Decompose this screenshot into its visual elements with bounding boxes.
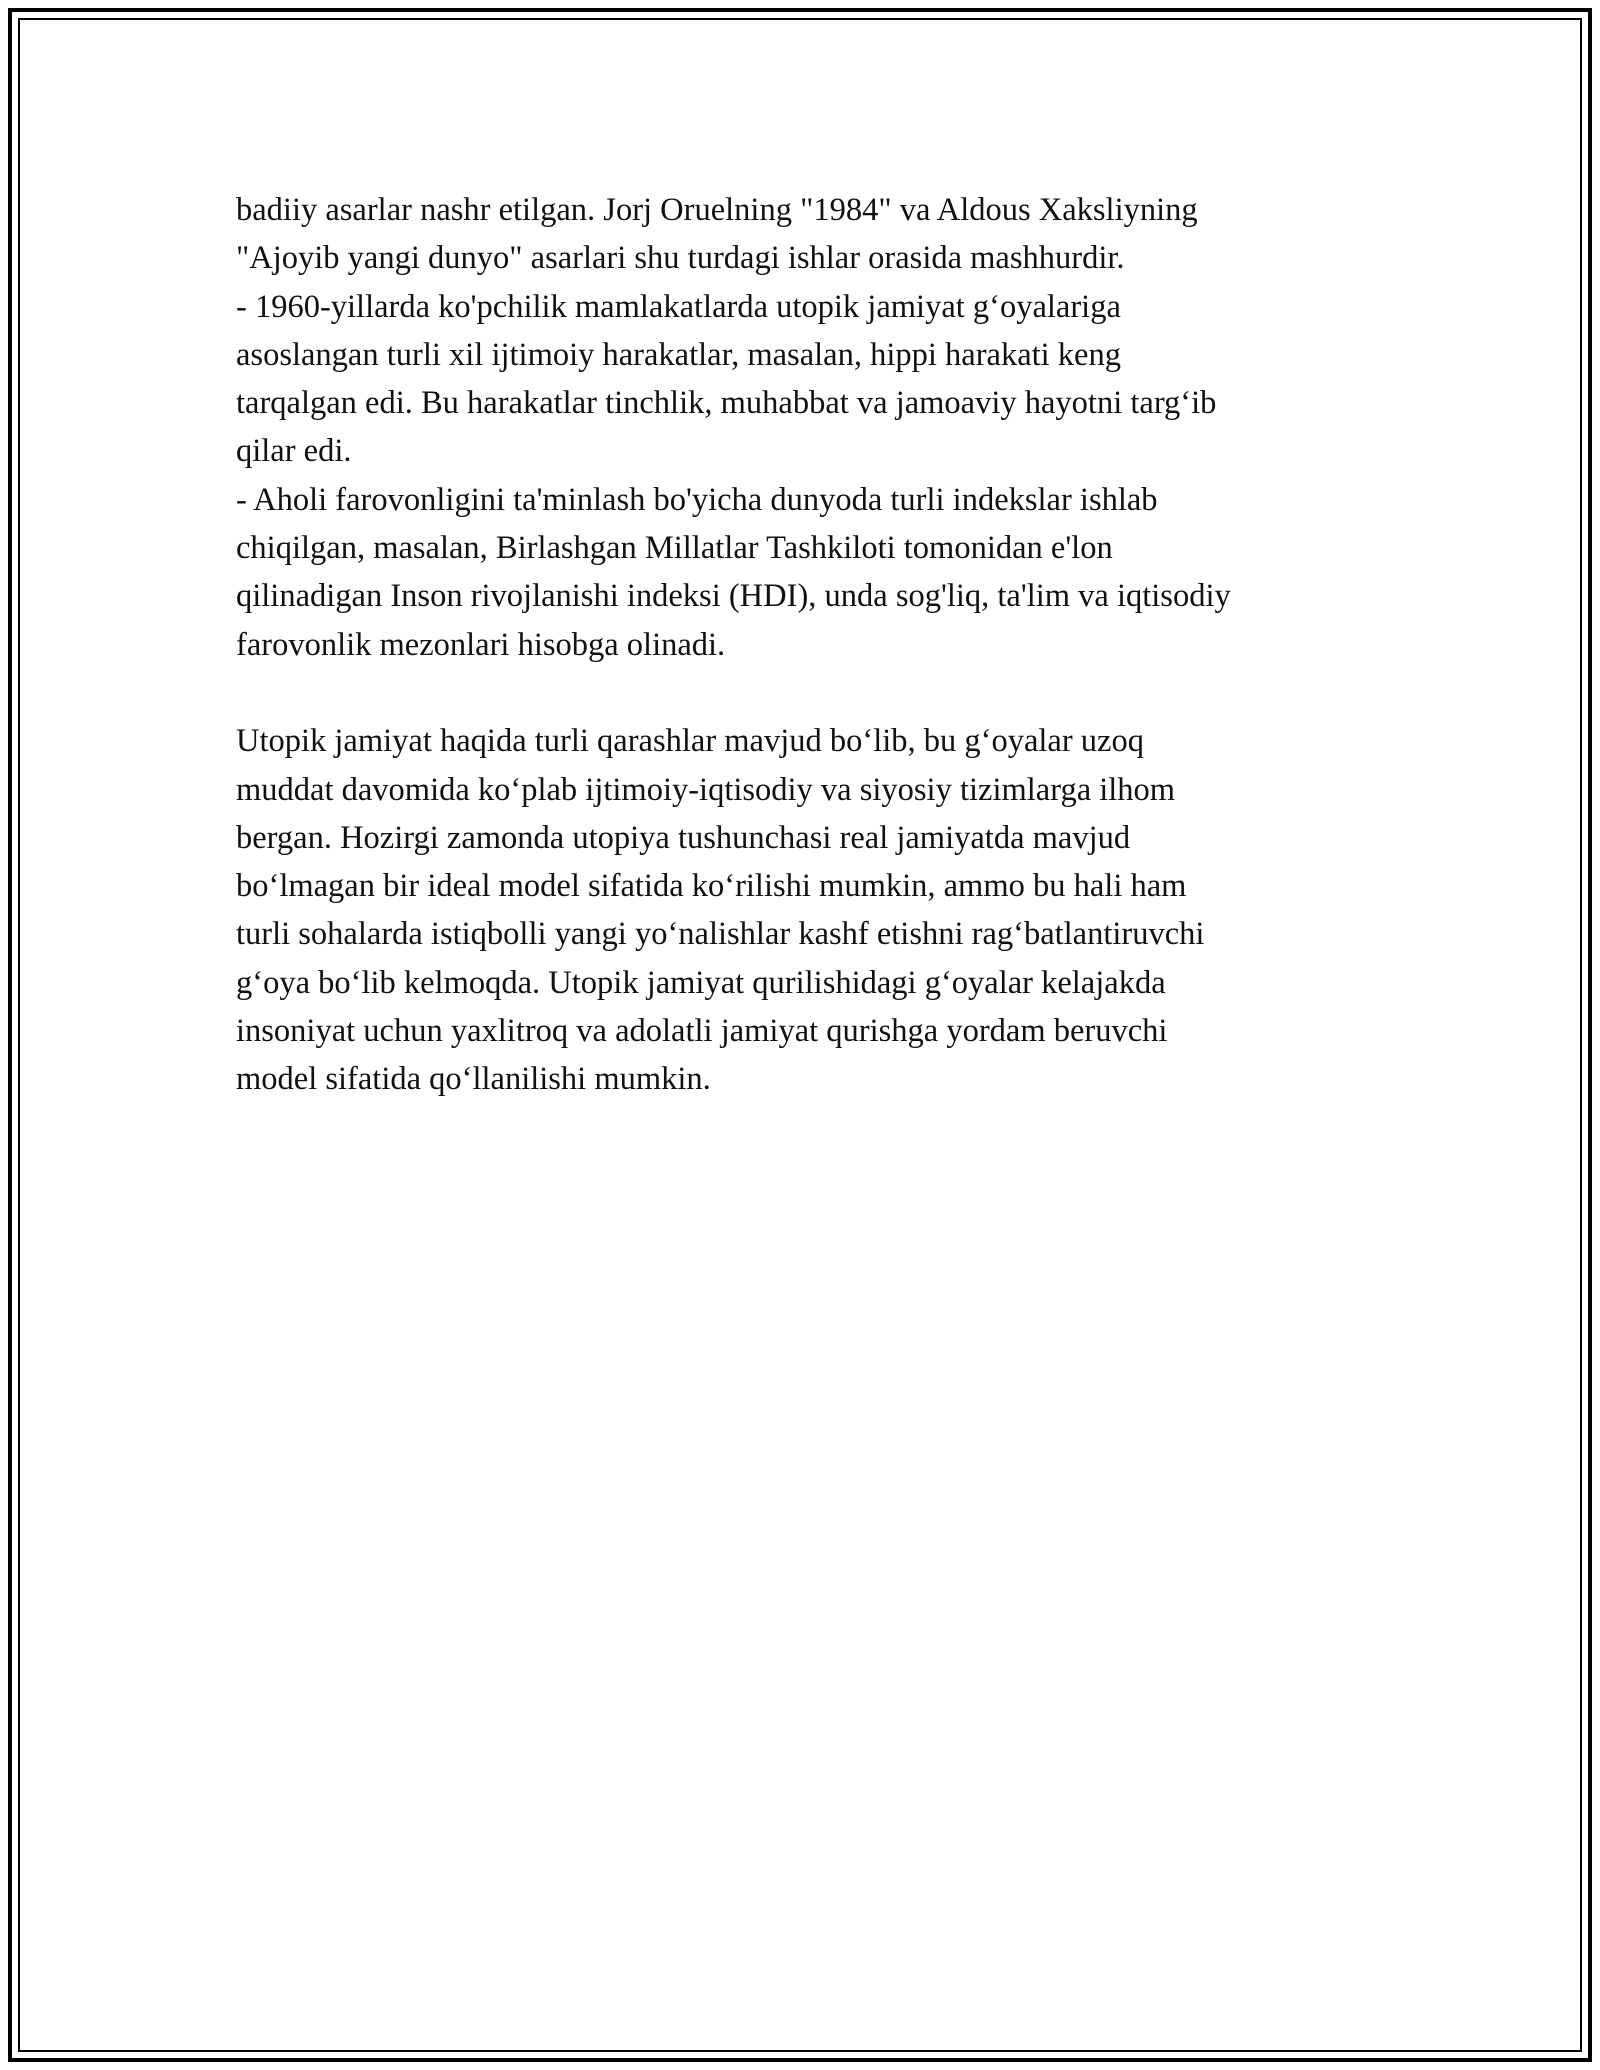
text-line: - Aholi farovonligini ta'minlash bo'yicha dunyoda turli indekslar ishlab xyxy=(236,481,1158,518)
text-line: farovonlik mezonlari hisobga olinadi. xyxy=(236,626,726,663)
text-line: Utopik jamiyat haqida turli qarashlar mavjud bo‘lib, bu g‘oyalar uzoq xyxy=(236,723,1144,760)
text-line: qilinadigan Inson rivojlanishi indeksi (HDI), unda sog'liq, ta'lim va iqtisodiy xyxy=(236,578,1231,615)
text-line: turli sohalarda istiqbolli yangi yo‘nalishlar kashf etishni rag‘batlantiruvchi xyxy=(236,916,1205,953)
text-line: tarqalgan edi. Bu harakatlar tinchlik, muhabbat va jamoaviy hayotni targ‘ib xyxy=(236,385,1217,422)
text-line: insoniyat uchun yaxlitroq va adolatli jamiyat qurishga yordam beruvchi xyxy=(236,1013,1168,1050)
text-line: bergan. Hozirgi zamonda utopiya tushunchasi real jamiyatda mavjud xyxy=(236,819,1131,856)
text-line: muddat davomida ko‘plab ijtimoiy-iqtisodiy va siyosiy tizimlarga ilhom xyxy=(236,771,1176,808)
text-line: badiiy asarlar nashr etilgan. Jorj Oruelning "1984" va Aldous Xaksliyning xyxy=(236,192,1198,228)
paragraph xyxy=(236,186,1396,669)
text-line: asoslangan turli xil ijtimoiy harakatlar, masalan, hippi harakati keng xyxy=(236,336,1121,373)
document-body xyxy=(236,186,1396,1104)
text-line: "Ajoyib yangi dunyo" asarlari shu turdagi ishlar orasida mashhurdir. xyxy=(236,240,1125,277)
text-line: qilar edi. xyxy=(236,433,352,470)
text-line: model sifatida qo‘llanilishi mumkin. xyxy=(236,1061,711,1098)
text-line: - 1960-yillarda ko'pchilik mamlakatlarda utopik jamiyat g‘oyalariga xyxy=(236,288,1121,325)
text-line: g‘oya bo‘lib kelmoqda. Utopik jamiyat qurilishidagi g‘oyalar kelajakda xyxy=(236,964,1166,1001)
paragraph xyxy=(236,717,1396,1103)
text-line: chiqilgan, masalan, Birlashgan Millatlar Tashkiloti tomonidan e'lon xyxy=(236,530,1113,567)
text-line: bo‘lmagan bir ideal model sifatida ko‘rilishi mumkin, ammo bu hali ham xyxy=(236,868,1187,905)
